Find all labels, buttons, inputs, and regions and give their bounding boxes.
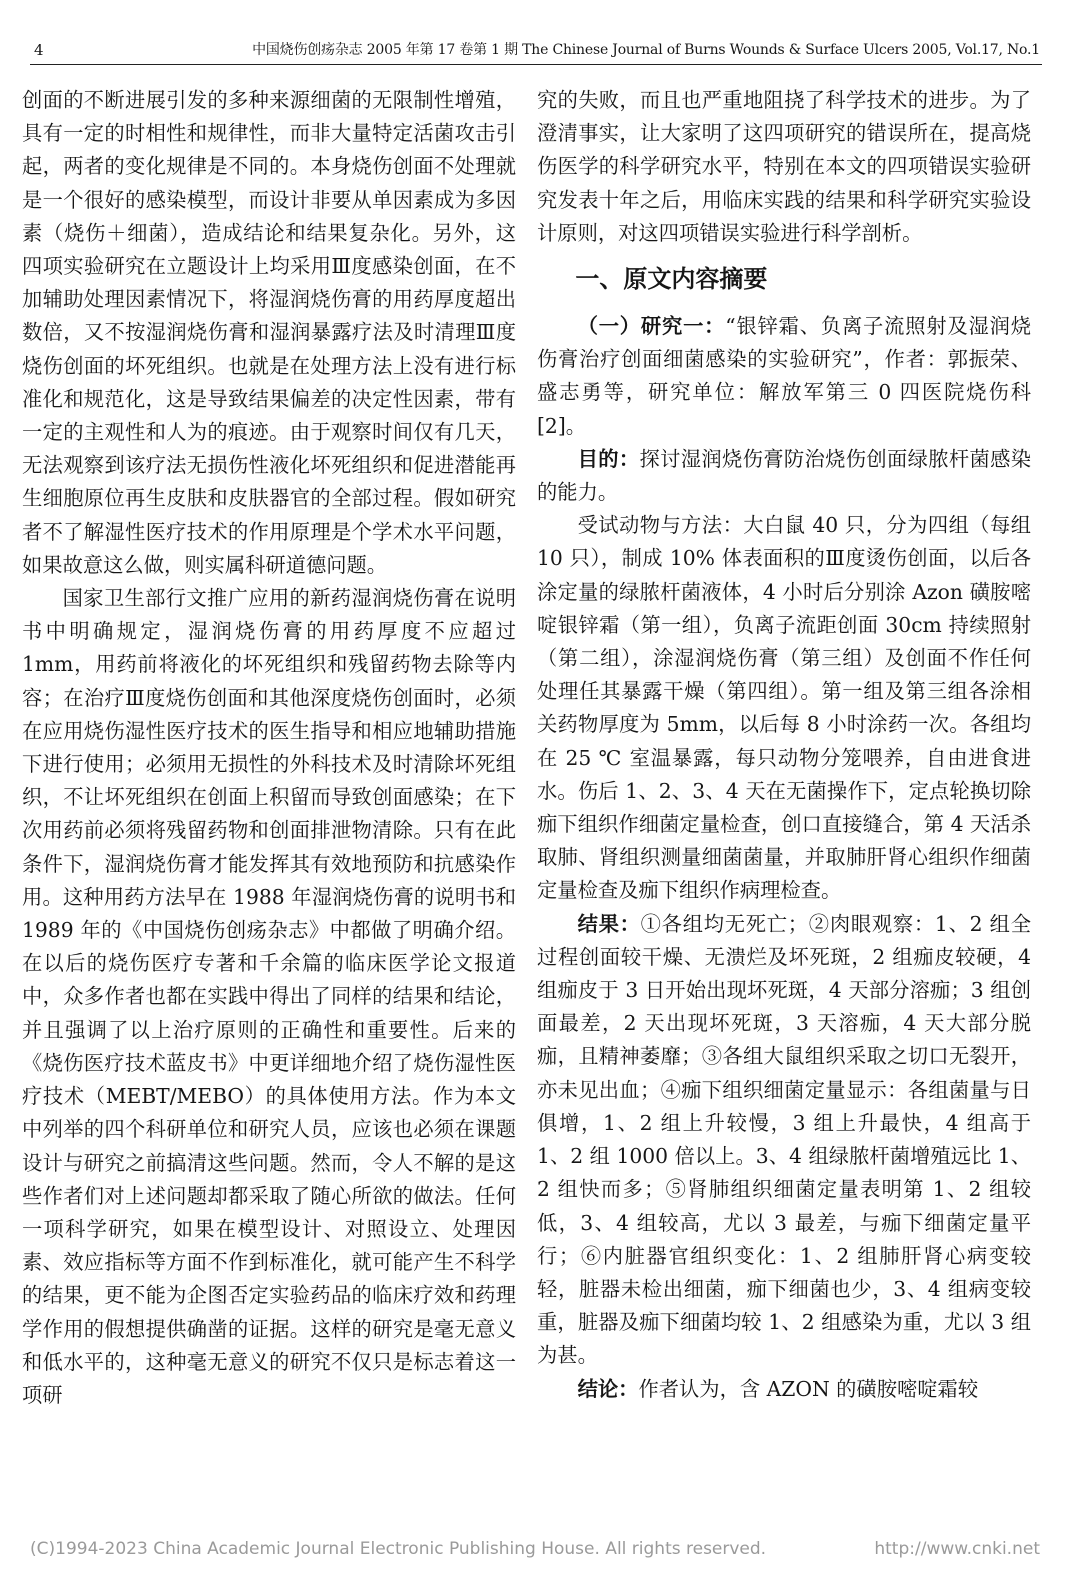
running-header [30, 38, 1040, 62]
conclusion-text: 作者认为，含 AZON 的磺胺嘧啶霜较 [638, 1376, 979, 1401]
header-rule [30, 64, 1042, 65]
journal-running-head: 中国烧伤创疡杂志 2005 年第 17 卷第 1 期 The Chinese Journal of Burns Wounds & Surface Ulcers 2005, Vol.17, No.1 [252, 42, 1040, 58]
copyright-footer [30, 1538, 1050, 1560]
results-paragraph [537, 908, 1031, 1373]
left-column [22, 84, 516, 1412]
results-label: 结果： [577, 911, 641, 936]
aim-paragraph [537, 443, 1031, 509]
conclusion-label: 结论： [577, 1376, 639, 1401]
paragraph-moh-guidelines: 国家卫生部行文推广应用的新药湿润烧伤膏在说明书中明确规定，湿润烧伤膏的用药厚度不应超过 1mm，用药前将液化的坏死组织和残留药物去除等内容；在治疗Ⅲ度烧伤创面和其他深度烧伤创面时，必须在应用烧伤湿性医疗技术的医生指导和相应地辅助措施下进行使用；必须用无损性的外科技术及时清除坏死组织，不让坏死组织在创面上积留而导致创面感染；在下次用药前必须将残留药物和创面排泄物清除。只有在此条件下，湿润烧伤膏才能发挥其有效地预防和抗感染作用。这种用药方法早在 1988 年湿润烧伤膏的说明书和 1989 年的《中国烧伤创疡杂志》中都做了明确介绍。在以后的烧伤医疗专著和千余篇的临床医学论文报道中，众多作者也都在实践中得出了同样的结果和结论，并且强调了以上治疗原则的正确性和重要性。后来的《烧伤医疗技术蓝皮书》中更详细地介绍了烧伤湿性医疗技术（MEBT/MEBO）的具体使用方法。作为本文中列举的四个科研单位和研究人员，应该也必须在课题设计与研究之前搞清这些问题。然而，令人不解的是这些作者们对上述问题却都采取了随心所欲的做法。任何一项科学研究，如果在模型设计、对照设立、处理因素、效应指标等方面不作到标准化，就可能产生不科学的结果，更不能为企图否定实验药品的临床疗效和药理学作用的假想提供确凿的证据。这样的研究是毫无意义和低水平的，这种毫无意义的研究不仅只是标志着这一项研 [22, 586, 516, 1407]
conclusion-paragraph [537, 1373, 1031, 1406]
paragraph-continued-right: 究的失败，而且也严重地阻挠了科学技术的进步。为了澄清事实，让大家明了这四项研究的错误所在，提高烧伤医学的科学研究水平，特别在本文的四项错误实验研究发表十年之后，用临床实践的结果和科学研究实验设计原则，对这四项错误实验进行科学剖析。 [537, 88, 1031, 245]
aim-label: 目的： [577, 446, 640, 471]
study-one-intro [537, 310, 1031, 443]
results-text: ①各组均无死亡；②肉眼观察：1、2 组全过程创面较干燥、无溃烂及坏死斑，2 组痂皮较硬，4 组痂皮于 3 日开始出现坏死斑，4 天部分溶痂；3 组创面最差，2 天出现坏死斑，3 天溶痂，4 天大部分脱痂，且精神萎靡；③各组大鼠组织采取之切口无裂开，亦未见出血；④痂下组织细菌定量显示：各组菌量与日俱增，1、2 组上升较慢，3 组上升最快，4 组高于 1、2 组 1000 倍以上。3、4 组绿脓杆菌增殖远比 1、2 组快而多；⑤肾肺组织细菌定量表明第 1、2 组较低，3、4 组较高，尤以 3 最差，与痂下细菌定量平行；⑥内脏器官组织变化：1、2 组肺肝肾心病变较轻，脏器未检出细菌，痂下细菌也少，3、4 组病变较重，脏器及痂下细菌均较 1、2 组感染为重，尤以 3 组为甚。 [537, 911, 1031, 1368]
study-one-label: （一）研究一： [577, 314, 726, 339]
page-number: 4 [34, 41, 44, 59]
right-column [537, 84, 1031, 1406]
section-heading: 一、原文内容摘要 [575, 265, 768, 294]
aim-text: 探讨湿润烧伤膏防治烧伤创面绿脓杆菌感染的能力。 [537, 446, 1031, 505]
methods-paragraph: 受试动物与方法：大白鼠 40 只，分为四组（每组 10 只），制成 10% 体表面积的Ⅲ度烫伤创面，以后各涂定量的绿脓杆菌液体，4 小时后分别涂 Azon 磺胺嘧啶银锌霜（第一组），负离子流距创面 30cm 持续照射（第二组），涂湿润烧伤膏（第三组）及创面不作任何处理任其暴露干燥（第四组）。第一组及第三组各涂相关药物厚度为 5mm，以后每 8 小时涂药一次。各组均在 25 ℃ 室温暴露，每只动物分笼喂养，自由进食进水。伤后 1、2、3、4 天在无菌操作下，定点轮换切除痂下组织作细菌定量检查，创口直接缝合，第 4 天活杀取肺、肾组织测量细菌菌量，并取肺肝肾心组织作细菌定量检查及痂下组织作病理检查。 [537, 513, 1031, 903]
footer-url: http://www.cnki.net [874, 1539, 1040, 1559]
paragraph-continued: 创面的不断进展引发的多种来源细菌的无限制性增殖，具有一定的时相性和规律性，而非大量特定活菌攻击引起，两者的变化规律是不同的。本身烧伤创面不处理就是一个很好的感染模型，而设计非要从单因素成为多因素（烧伤＋细菌），造成结论和结果复杂化。另外，这四项实验研究在立题设计上均采用Ⅲ度感染创面，在不加辅助处理因素情况下，将湿润烧伤膏的用药厚度超出数倍，又不按湿润烧伤膏和湿润暴露疗法及时清理Ⅲ度烧伤创面的坏死组织。也就是在处理方法上没有进行标准化和规范化，这是导致结果偏差的决定性因素，带有一定的主观性和人为的痕迹。由于观察时间仅有几天，无法观察到该疗法无损伤性液化坏死组织和促进潜能再生细胞原位再生皮肤和皮肤器官的全部过程。假如研究者不了解湿性医疗技术的作用原理是个学术水平问题，如果故意这么做，则实属科研道德问题。 [22, 88, 516, 577]
copyright-text: (C)1994-2023 China Academic Journal Electronic Publishing House. All rights reserved. [30, 1539, 767, 1559]
study-one-text: “银锌霜、负离子流照射及湿润烧伤膏治疗创面细菌感染的实验研究”，作者：郭振荣、盛志勇等，研究单位：解放军第三 0 四医院烧伤科[2]。 [537, 314, 1031, 438]
